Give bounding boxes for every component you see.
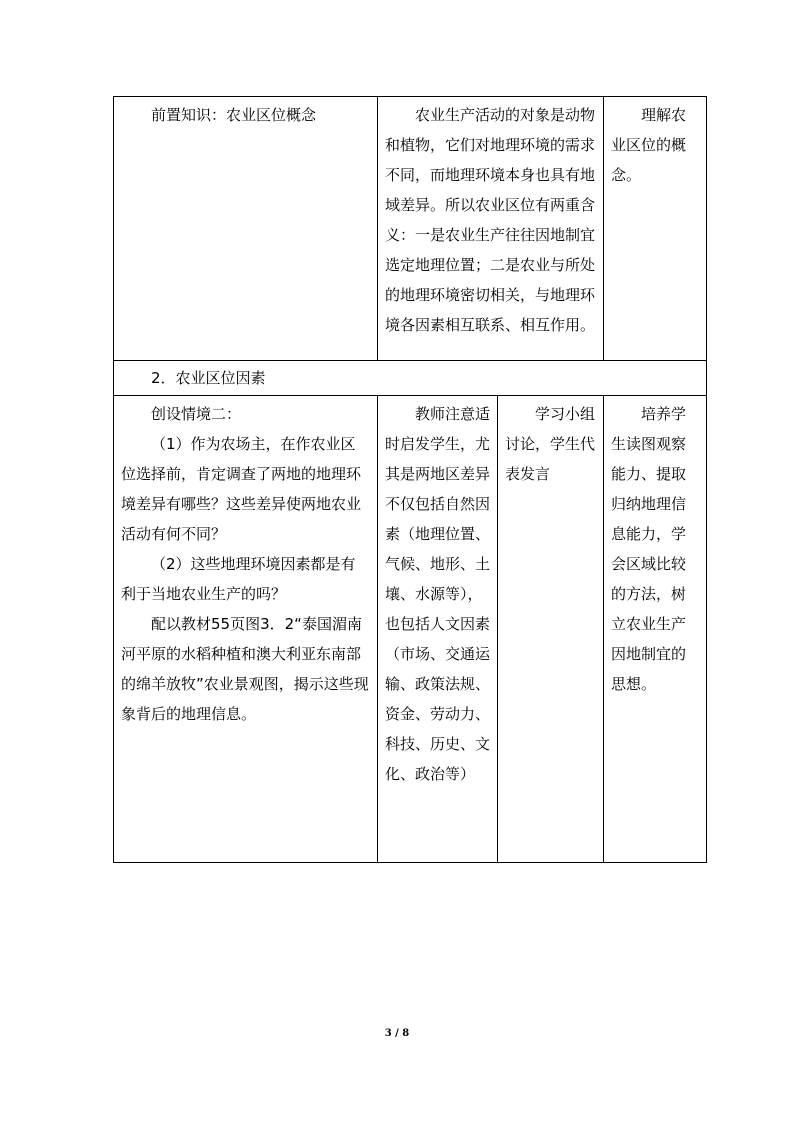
prior-knowledge-cell	[114, 97, 378, 361]
intent-text: 理解农业区位的概念。	[611, 106, 687, 184]
concept-explanation-cell	[378, 97, 604, 361]
scenario-title: 创设情境二：	[151, 405, 242, 423]
scenario-question-1: （1）作为农场主，在作农业区位选择前，肯定调查了两地的地理环境差异有哪些？这些差异使两地农业活动有何不同？	[121, 435, 362, 543]
prior-knowledge-text: 前置知识：农业区位概念	[151, 106, 317, 124]
section-heading-cell	[114, 361, 707, 396]
teacher-activity-text: 教师注意适时启发学生，尤其是两地区差异不仅包括自然因素（地理位置、气候、地形、土壤、水源等），也包括人文因素（市场、交通运输、政策法规、资金、劳动力、科技、历史、文化、政治等）	[385, 405, 491, 783]
table-row	[114, 361, 707, 396]
teacher-activity-cell	[378, 396, 498, 863]
scenario-material: 配以教材55页图3．2“泰国湄南河平原的水稻种植和澳大利亚东南部的绵羊放牧”农业景观图，揭示这些现象背后的地理信息。	[121, 615, 369, 723]
intent-cell	[604, 97, 707, 361]
scenario-cell	[114, 396, 378, 863]
design-intent-text: 培养学生读图观察能力、提取归纳地理信息能力，学会区域比较的方法，树立农业生产因地制宜的思想。	[611, 405, 687, 693]
section-heading: 2．农业区位因素	[151, 369, 266, 387]
student-activity-cell	[498, 396, 604, 863]
table-row	[114, 396, 707, 863]
lesson-plan-table	[113, 96, 707, 863]
design-intent-cell	[604, 396, 707, 863]
concept-explanation-text: 农业生产活动的对象是动物和植物，它们对地理环境的需求不同，而地理环境本身也具有地域差异。所以农业区位有两重含义：一是农业生产往往因地制宜选定地理位置；二是农业与所处的地理环境密切相关，与地理环境各因素相互联系、相互作用。	[385, 106, 596, 334]
student-activity-text: 学习小组讨论，学生代表发言	[505, 405, 596, 483]
scenario-question-2: （2）这些地理环境因素都是有利于当地农业生产的吗？	[121, 555, 356, 603]
table-row	[114, 97, 707, 361]
page-number: 3 / 8	[384, 1028, 410, 1039]
